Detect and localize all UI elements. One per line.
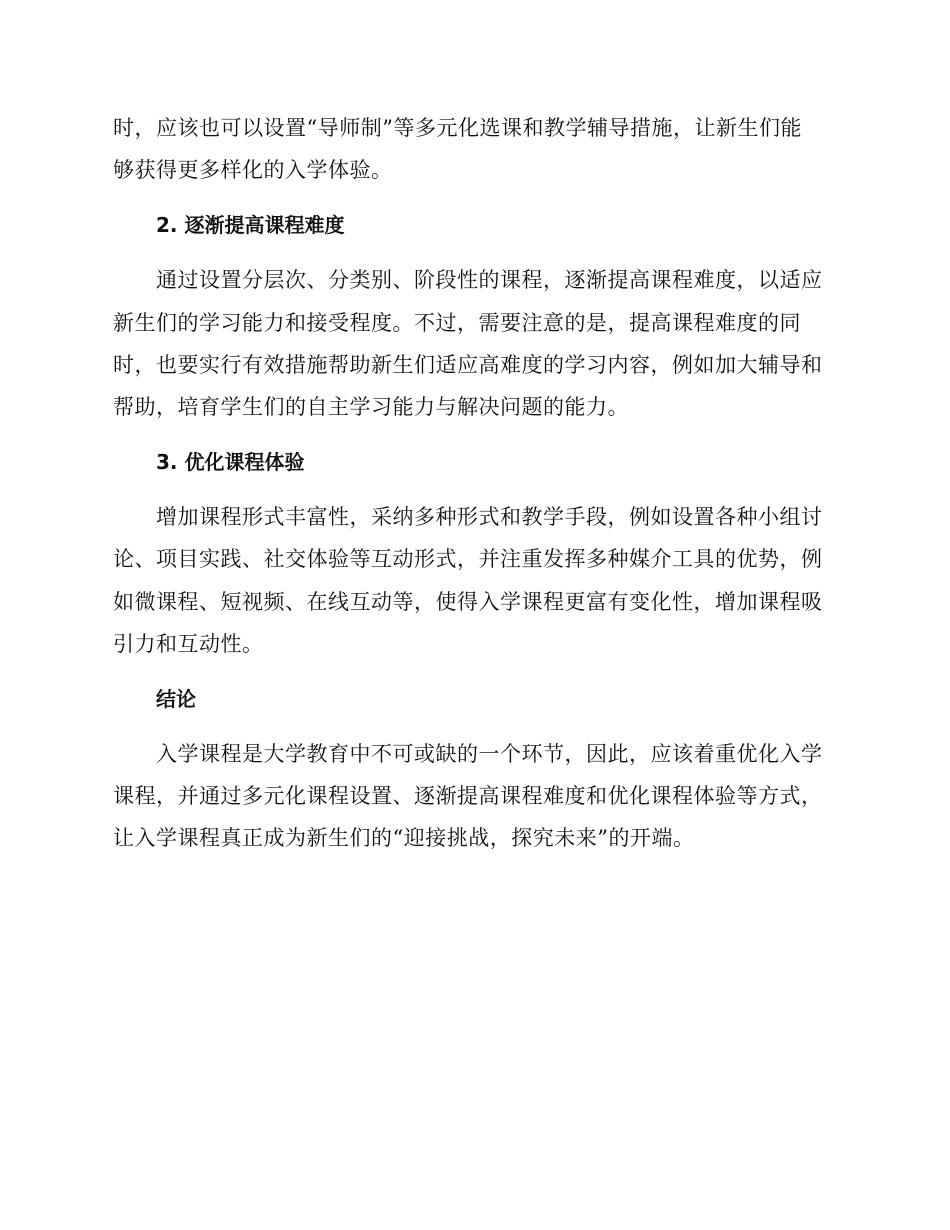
- section-3-line-4: 引力和互动性。: [113, 632, 264, 656]
- section-3-heading: 3. 优化课程体验: [156, 450, 305, 474]
- section-3-line-2: 论、项目实践、社交体验等互动形式，并注重发挥多种媒介工具的优势，例: [113, 547, 823, 571]
- section-2-line-2: 新生们的学习能力和接受程度。不过，需要注意的是，提高课程难度的同: [113, 311, 801, 335]
- section-2-line-3: 时，也要实行有效措施帮助新生们适应高难度的学习内容，例如加大辅导和: [113, 353, 823, 377]
- paragraph-1-line-2: 够获得更多样化的入学体验。: [113, 158, 393, 182]
- section-3-line-3: 如微课程、短视频、在线互动等，使得入学课程更富有变化性，增加课程吸: [113, 590, 823, 614]
- section-3-line-1: 增加课程形式丰富性，采纳多种形式和教学手段，例如设置各种小组讨: [156, 505, 823, 529]
- section-2-line-1: 通过设置分层次、分类别、阶段性的课程，逐渐提高课程难度，以适应: [156, 268, 823, 292]
- conclusion-line-3: 让入学课程真正成为新生们的“迎接挑战，探究未来”的开端。: [113, 826, 695, 850]
- paragraph-1-line-1: 时，应该也可以设置“导师制”等多元化选课和教学辅导措施，让新生们能: [113, 116, 802, 140]
- conclusion-line-1: 入学课程是大学教育中不可或缺的一个环节，因此，应该着重优化入学: [156, 742, 823, 766]
- conclusion-line-2: 课程，并通过多元化课程设置、逐渐提高课程难度和优化课程体验等方式，: [113, 784, 823, 808]
- conclusion-heading: 结论: [156, 687, 196, 711]
- section-2-line-4: 帮助，培育学生们的自主学习能力与解决问题的能力。: [113, 395, 629, 419]
- section-2-heading: 2. 逐渐提高课程难度: [156, 213, 345, 237]
